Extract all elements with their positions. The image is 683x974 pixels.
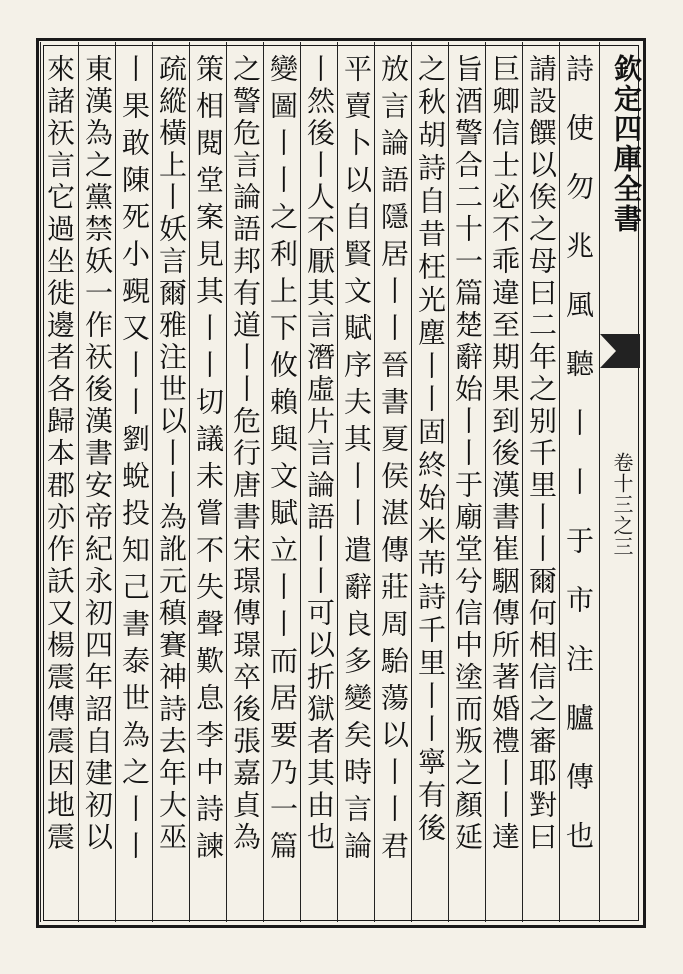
- volume-label: 卷十三之三: [610, 452, 634, 557]
- text-column-4: 旨酒警合二十一篇楚辭始丨丨于廟堂兮信中塗而叛之顏延: [448, 42, 485, 922]
- text-column-5: 之秋胡詩自昔枉光塵丨丨固終始米芾詩千里丨丨寧有後: [411, 42, 448, 922]
- text-column-12: 疏縱橫上丨妖言爾雅注世以丨丨為訛元稹賽神詩去年大巫: [152, 42, 189, 922]
- text-column-3: 巨卿信士必不乖違至期果到後漢書崔駰傳所著婚禮丨丨達: [485, 42, 522, 922]
- text-body: [40, 42, 596, 922]
- text-column-6: 放言論語隱居丨丨晉書夏侯湛傳莊周駘蕩以丨丨君: [374, 42, 411, 922]
- text-column-8: 丨然後丨人不厭其言潛虛片言論語丨丨可以折獄者其由也: [300, 42, 337, 922]
- text-column-13: 丨果敢陳死小覡又丨丨劉蛻投知己書泰世為之丨丨: [115, 42, 152, 922]
- fish-tail-mark: [600, 334, 640, 368]
- text-column-10: 之警危言論語邦有道丨丨危行唐書宋璟傳璟卒後張嘉貞為: [226, 42, 263, 922]
- text-column-1: 詩使勿兆風聽丨丨于市注臚傳也: [559, 42, 596, 922]
- book-title: 欽定四庫全書: [610, 54, 643, 234]
- text-column-11: 策相閱堂案見其丨丨切議未嘗不失聲歎息李中詩諫: [189, 42, 226, 922]
- text-column-7: 平賣卜以自賢文賦序夫其丨丨遣辭良多變矣時言論: [337, 42, 374, 922]
- text-column-9: 變圖丨丨之利上下攸賴與文賦立丨丨而居要乃一篇: [263, 42, 300, 922]
- text-column-15: 來諸祆言它過坐徙邊者各歸本郡亦作訞又楊震傳震因地震: [40, 42, 78, 922]
- text-column-14: 東漢為之黨禁妖一作祆後漢書安帝紀永初四年詔自建初以: [78, 42, 115, 922]
- text-column-2: 請設饌以俟之母曰二年之别千里丨丨爾何相信之審耶對曰: [522, 42, 559, 922]
- margin-column: [599, 42, 643, 922]
